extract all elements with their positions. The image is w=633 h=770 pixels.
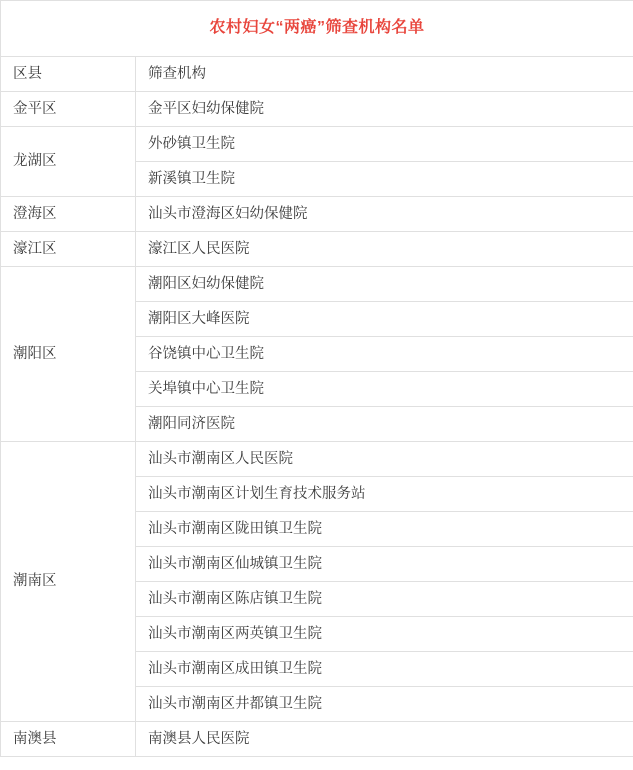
- institution-cell: 汕头市潮南区仙城镇卫生院: [136, 547, 633, 582]
- table-title-cell: [1, 1, 633, 57]
- institution-cell: 汕头市潮南区两英镇卫生院: [136, 617, 633, 652]
- table-row: [1, 127, 633, 162]
- institution-cell: 汕头市潮南区成田镇卫生院: [136, 652, 633, 687]
- institution-cell: 新溪镇卫生院: [136, 162, 633, 197]
- institution-cell: 谷饶镇中心卫生院: [136, 337, 633, 372]
- district-cell: 澄海区: [1, 197, 136, 232]
- table-row: [1, 92, 633, 127]
- institution-cell: 南澳县人民医院: [136, 722, 633, 757]
- district-cell: 金平区: [1, 92, 136, 127]
- institution-cell: 汕头市澄海区妇幼保健院: [136, 197, 633, 232]
- institution-cell: 外砂镇卫生院: [136, 127, 633, 162]
- table-body: [1, 1, 633, 757]
- institution-cell: 汕头市潮南区陈店镇卫生院: [136, 582, 633, 617]
- institution-cell: 潮阳区大峰医院: [136, 302, 633, 337]
- district-cell: 濠江区: [1, 232, 136, 267]
- district-cell: 南澳县: [1, 722, 136, 757]
- table-row: [1, 442, 633, 477]
- institution-cell: 金平区妇幼保健院: [136, 92, 633, 127]
- column-header-district: 区县: [1, 57, 136, 92]
- institution-cell: 关埠镇中心卫生院: [136, 372, 633, 407]
- institution-cell: 汕头市潮南区计划生育技术服务站: [136, 477, 633, 512]
- page-title: 农村妇女“两癌”筛查机构名单: [209, 19, 425, 37]
- table-title-row: [1, 1, 633, 57]
- institution-cell: 汕头市潮南区井都镇卫生院: [136, 687, 633, 722]
- table-row: [1, 722, 633, 757]
- table-row: [1, 197, 633, 232]
- district-cell: 龙湖区: [1, 127, 136, 197]
- institution-cell: 汕头市潮南区陇田镇卫生院: [136, 512, 633, 547]
- institution-cell: 潮阳区妇幼保健院: [136, 267, 633, 302]
- institution-cell: 潮阳同济医院: [136, 407, 633, 442]
- district-cell: 潮阳区: [1, 267, 136, 442]
- table-row: [1, 232, 633, 267]
- district-cell: 潮南区: [1, 442, 136, 722]
- institution-cell: 濠江区人民医院: [136, 232, 633, 267]
- table-header-row: [1, 57, 633, 92]
- institution-cell: 汕头市潮南区人民医院: [136, 442, 633, 477]
- table-row: [1, 267, 633, 302]
- column-header-institution: 筛查机构: [136, 57, 633, 92]
